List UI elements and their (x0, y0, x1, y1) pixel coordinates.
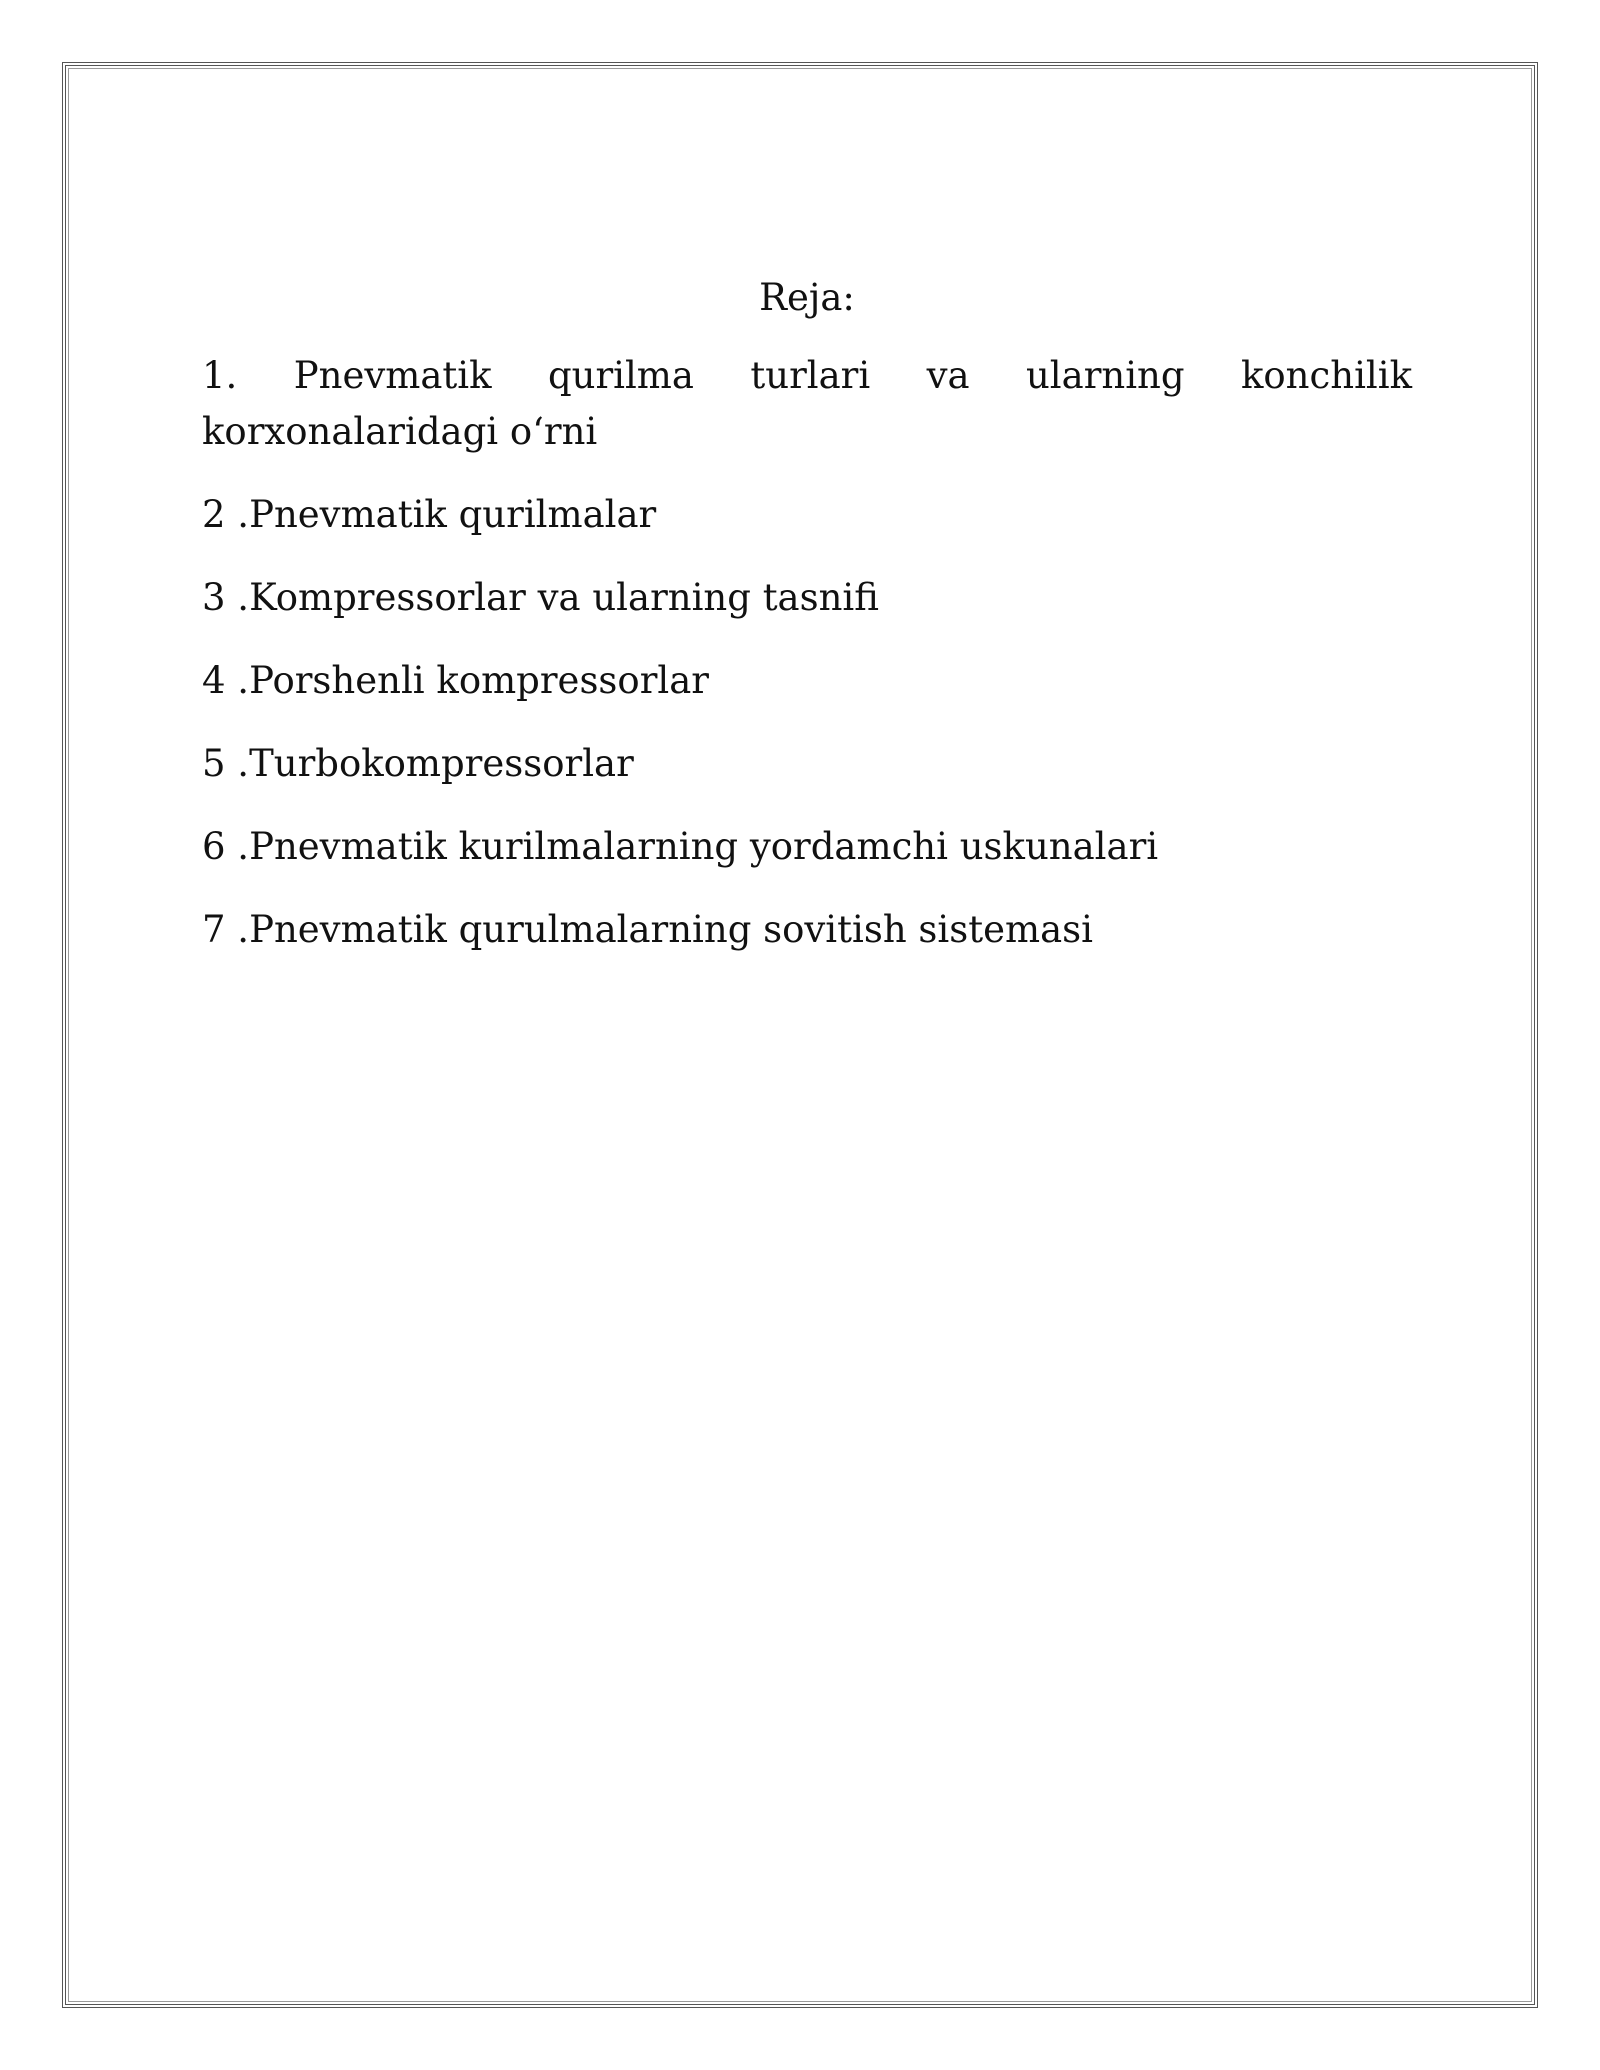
plan-item-1: 1. Pnevmatik qurilma turlari va ularning konchilik korxonalaridagi o‘rni (202, 354, 1412, 453)
plan-item-4: 4 .Porshenli kompressorlar (202, 659, 709, 702)
document-title: Reja: (759, 276, 855, 319)
plan-list (202, 348, 1412, 958)
plan-item-3: 3 .Kompressorlar va ularning tasnifi (202, 576, 879, 619)
plan-item-5: 5 .Turbokompressorlar (202, 742, 634, 785)
document-content (202, 270, 1412, 985)
plan-item-7: 7 .Pnevmatik qurulmalarning sovitish sistemasi (202, 908, 1093, 951)
plan-item-6: 6 .Pnevmatik kurilmalarning yordamchi uskunalari (202, 825, 1159, 868)
plan-item-2: 2 .Pnevmatik qurilmalar (202, 493, 657, 536)
